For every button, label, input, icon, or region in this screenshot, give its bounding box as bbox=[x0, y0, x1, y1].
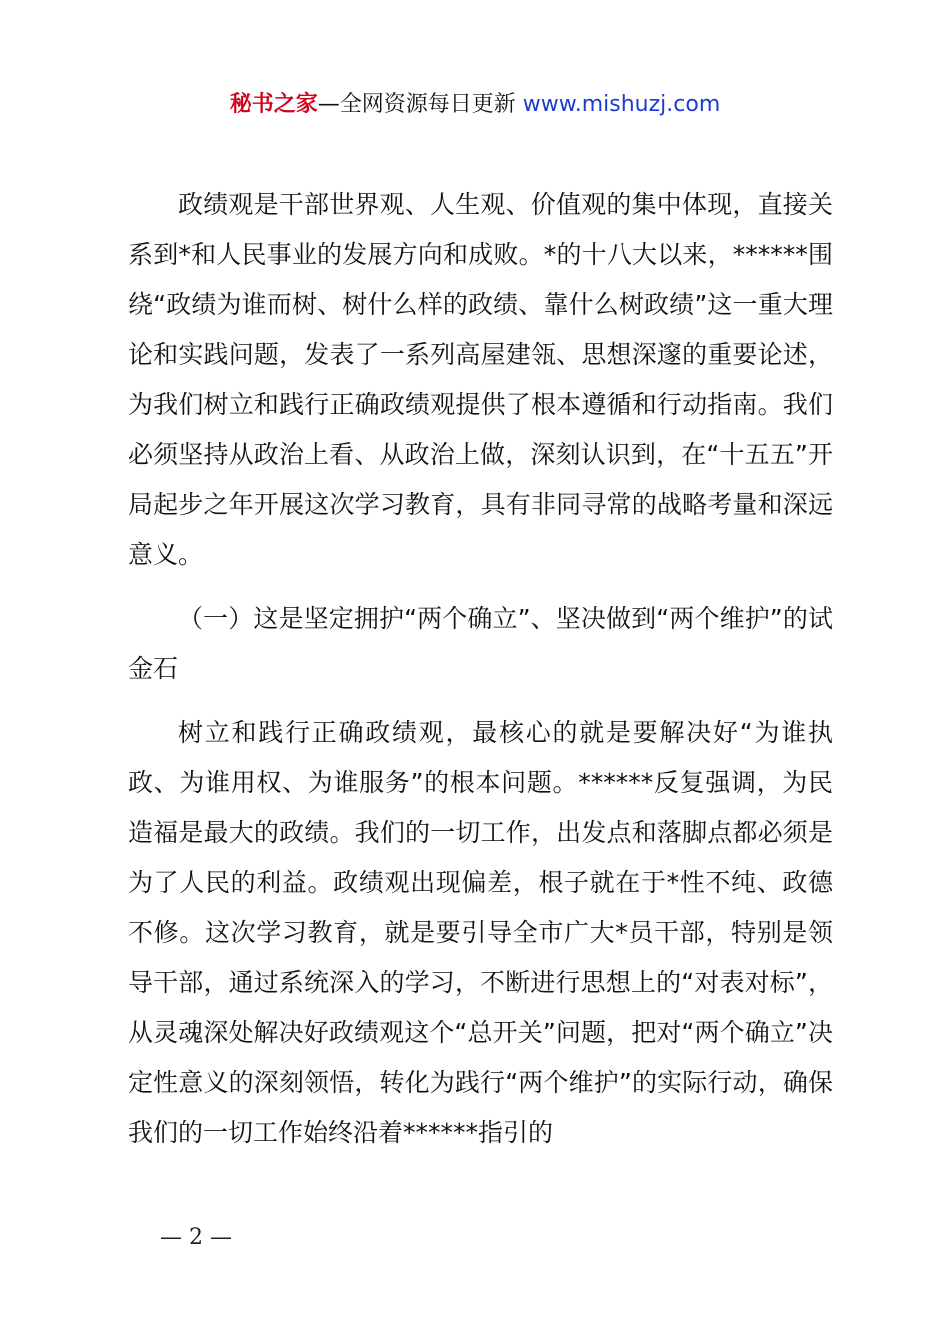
page-number: — 2 — bbox=[160, 1225, 232, 1250]
header-slogan: 全网资源每日更新 bbox=[339, 92, 516, 117]
paragraph-section-1: 树立和践行正确政绩观，最核心的就是要解决好“为谁执政、为谁用权、为谁服务”的根本问题。******反复强调，为民造福是最大的政绩。我们的一切工作，出发点和落脚点都必须是为了人民的利益。政绩观出现偏差，根子就在于*性不纯、政德不修。这次学习教育，就是要引导全市广大*员干部，特别是领导干部，通过系统深入的学习，不断进行思想上的“对表对标”，从灵魂深处解决好政绩观这个“总开关”问题，把对“两个确立”决定性意义的深刻领悟，转化为践行“两个维护”的实际行动，确保我们的一切工作始终沿着******指引的 bbox=[128, 718, 833, 1147]
section-heading-1: （一）这是坚定拥护“两个确立”、坚决做到“两个维护”的试金石 bbox=[128, 604, 833, 683]
header-dash: — bbox=[317, 92, 340, 117]
brand-name: 秘书之家 bbox=[229, 92, 318, 117]
paragraph-intro: 政绩观是干部世界观、人生观、价值观的集中体现，直接关系到*和人民事业的发展方向和成败。*的十八大以来，******围绕“政绩为谁而树、树什么样的政绩、靠什么树政绩”这一重大理论和实践问题，发表了一系列高屋建瓴、思想深邃的重要论述，为我们树立和践行正确政绩观提供了根本遵循和行动指南。我们必须坚持从政治上看、从政治上做，深刻认识到，在“十五五”开局起步之年开展这次学习教育，具有非同寻常的战略考量和深远意义。 bbox=[128, 190, 833, 569]
site-url-link[interactable]: www.mishuzj.com bbox=[522, 92, 721, 117]
document-body bbox=[128, 180, 833, 1158]
page-header bbox=[0, 88, 950, 122]
